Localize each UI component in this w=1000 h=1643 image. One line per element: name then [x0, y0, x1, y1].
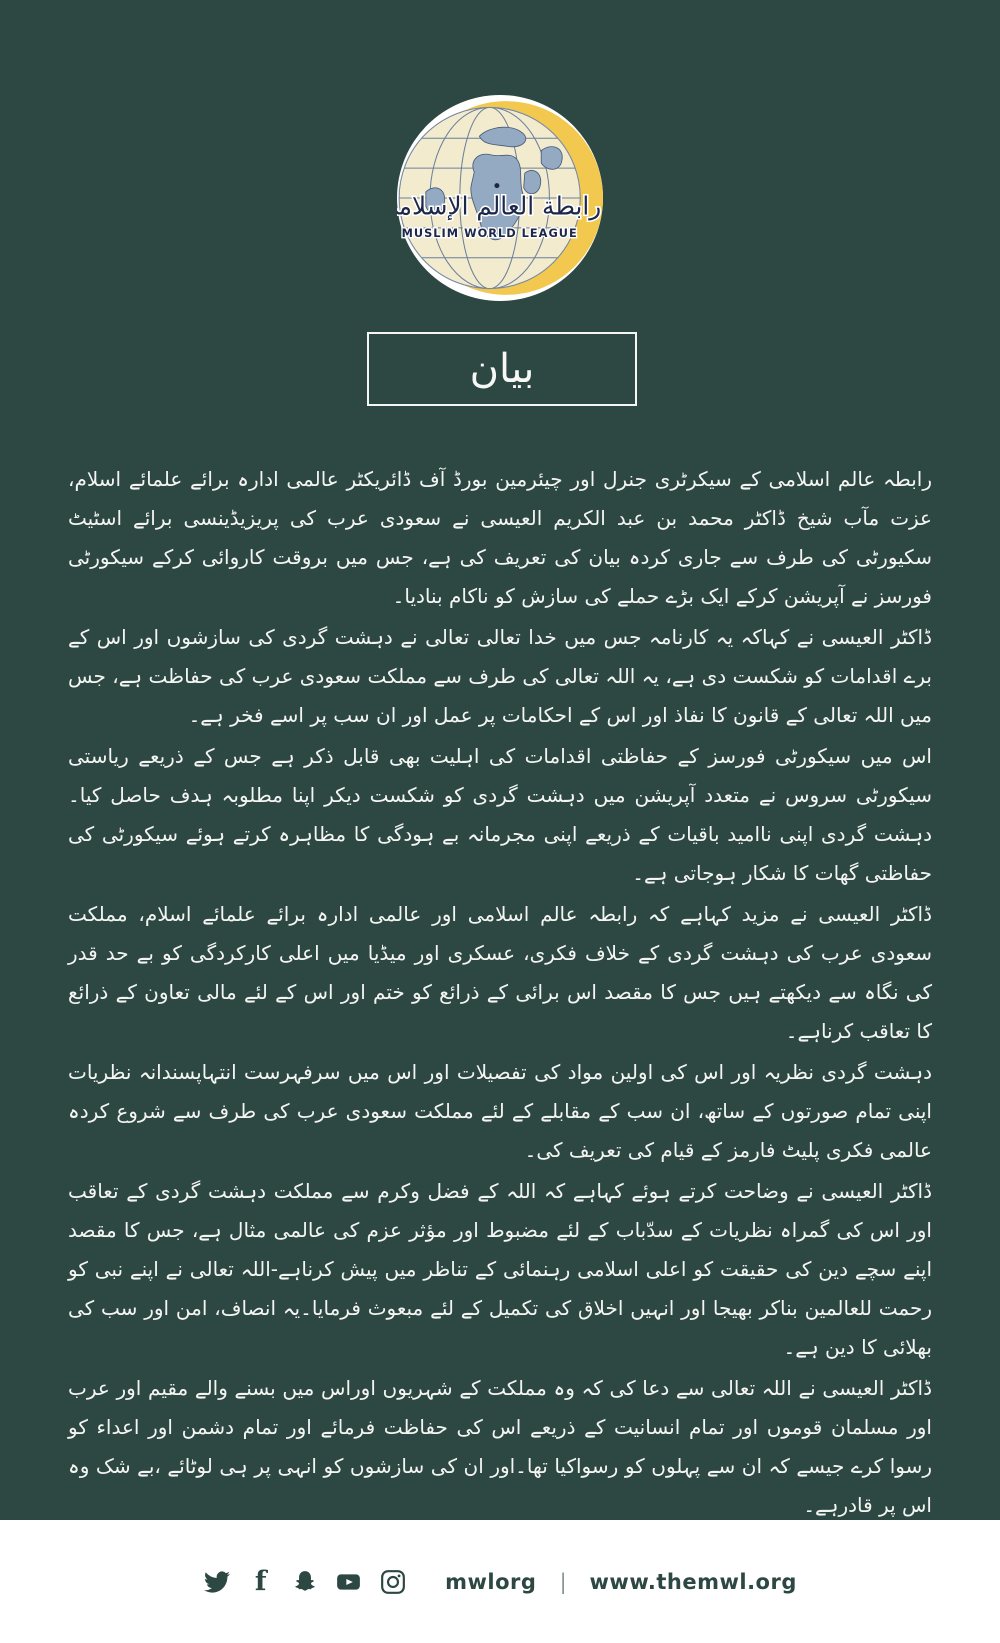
logo-arabic-text: رابطة العالم الإسلامي	[397, 191, 602, 221]
mecca-dot	[494, 183, 499, 188]
facebook-f-glyph: f	[254, 1566, 267, 1597]
paragraph-5: دہشت گردی نظریہ اور اس کی اولین مواد کی تفصیلات اور اس میں سرفہرست انتہاپسندانہ نظریات اپنی تمام صورتوں کے ساتھ، ان سب کے مقابلے کے لئے مملکت سعودی عرب کی طرف سے شروع کردہ عالمی فکری پلیٹ فارمز کے قیام کی تعریف کی۔	[68, 1060, 932, 1162]
footer-separator: |	[559, 1569, 567, 1594]
paragraph-3: اس میں سیکورٹی فورسز کے حفاظتی اقدامات کی اہلیت بھی قابل ذکر ہے جس کے ذریعے ریاستی سیکورٹی سروس نے متعدد آپریشن میں دہشت گردی کو شکست دیکر اپنا مطلوبہ ہدف حاصل کیا۔دہشت گردی اپنی ناامید باقیات کے ذریعے اپنی مجرمانہ بے ہودگی کا مظاہرہ کرتے ہوئے سیکورٹی کی حفاظتی گھات کا شکار ہوجاتی ہے۔	[68, 744, 932, 885]
logo-english-text: MUSLIM WORLD LEAGUE	[401, 226, 578, 241]
footer	[0, 1520, 1000, 1643]
social-handle[interactable]: mwlorg	[445, 1569, 537, 1594]
youtube-icon[interactable]	[335, 1568, 362, 1595]
twitter-icon[interactable]	[203, 1568, 230, 1595]
paragraph-1: رابطہ عالم اسلامی کے سیکرٹری جنرل اور چیئرمین بورڈ آف ڈائریکٹر عالمی ادارہ برائے علمائے اسلام، عزت مآب شیخ ڈاکٹر محمد بن عبد الکریم العیسی نے سعودی عرب کی پریزیڈینسی برائے اسٹیٹ سکیورٹی کی طرف سے جاری کردہ بیان کی تعریف کی ہے، جس میں بروقت کاروائی کرکے سیکورٹی فورسز نے آپریشن کرکے ایک بڑے حملے کی سازش کو ناکام بنادیا۔	[68, 467, 932, 608]
statement-title: بيان	[469, 346, 535, 392]
mwl-logo	[397, 95, 603, 301]
globe-crescent-icon	[397, 95, 603, 301]
paragraph-7: ڈاکٹر العیسی نے اللہ تعالی سے دعا کی کہ وہ مملکت کے شہریوں اوراس میں بسنے والے مقیم اور عرب اور مسلمان قوموں اور تمام انسانیت کے ذریعے اس کی حفاظت فرمائے اور تمام دشمن اور اعداء کو رسوا کرے جیسے کہ ان سے پہلوں کو رسواکیا تھا۔اور ان کی سازشوں کو انہی پر ہی لوٹائے ،بے شک وہ اس پر قادرہے۔	[68, 1376, 932, 1517]
instagram-icon[interactable]	[379, 1568, 406, 1595]
snapchat-icon[interactable]	[291, 1568, 318, 1595]
statement-body	[68, 460, 932, 1527]
paragraph-4: ڈاکٹر العیسی نے مزید کہاہے کہ رابطہ عالم اسلامی اور عالمی ادارہ برائے علمائے اسلام، مملکت سعودی عرب کی دہشت گردی کے خلاف فکری، عسکری اور میڈیا میں اعلی کارکردگی کو بے حد قدر کی نگاہ سے دیکھتے ہیں جس کا مقصد اس برائی کے ذرائع کو ختم اور اس کے لئے مالی تعاون کے ذرائع کا تعاقب کرناہے۔	[68, 902, 932, 1043]
website-link[interactable]: www.themwl.org	[589, 1569, 797, 1594]
paragraph-6: ڈاکٹر العیسی نے وضاحت کرتے ہوئے کہاہے کہ اللہ کے فضل وکرم سے مملکت دہشت گردی کے تعاقب اور اس کی گمراہ نظریات کے سدّباب کے لئے مضبوط اور مؤثر عزم کی عالمی مثال ہے، جس کا مقصد اپنے سچے دین کی حقیقت کو اعلی اسلامی رہنمائی کے تناظر میں پیش کرناہے-اللہ تعالی نے اپنے نبی کو رحمت للعالمین بناکر بھیجا اور انہیں اخلاق کی تکمیل کے لئے مبعوث فرمایا۔یہ انصاف، امن اور سب کی بھلائی کا دین ہے۔	[68, 1179, 932, 1359]
facebook-icon[interactable]	[247, 1568, 274, 1595]
statement-title-box	[367, 332, 637, 406]
paragraph-2: ڈاکٹر العیسی نے کہاکہ یہ کارنامہ جس میں خدا تعالی تعالی نے دہشت گردی کی سازشوں اور اس کے برے اقدامات کو شکست دی ہے، یہ اللہ تعالی کی طرف سے مملکت سعودی عرب کی حفاظت ہے، جس میں اللہ تعالی کے قانون کا نفاذ اور اس کے احکامات پر عمل اور ان سب پر اسے فخر ہے۔	[68, 625, 932, 727]
